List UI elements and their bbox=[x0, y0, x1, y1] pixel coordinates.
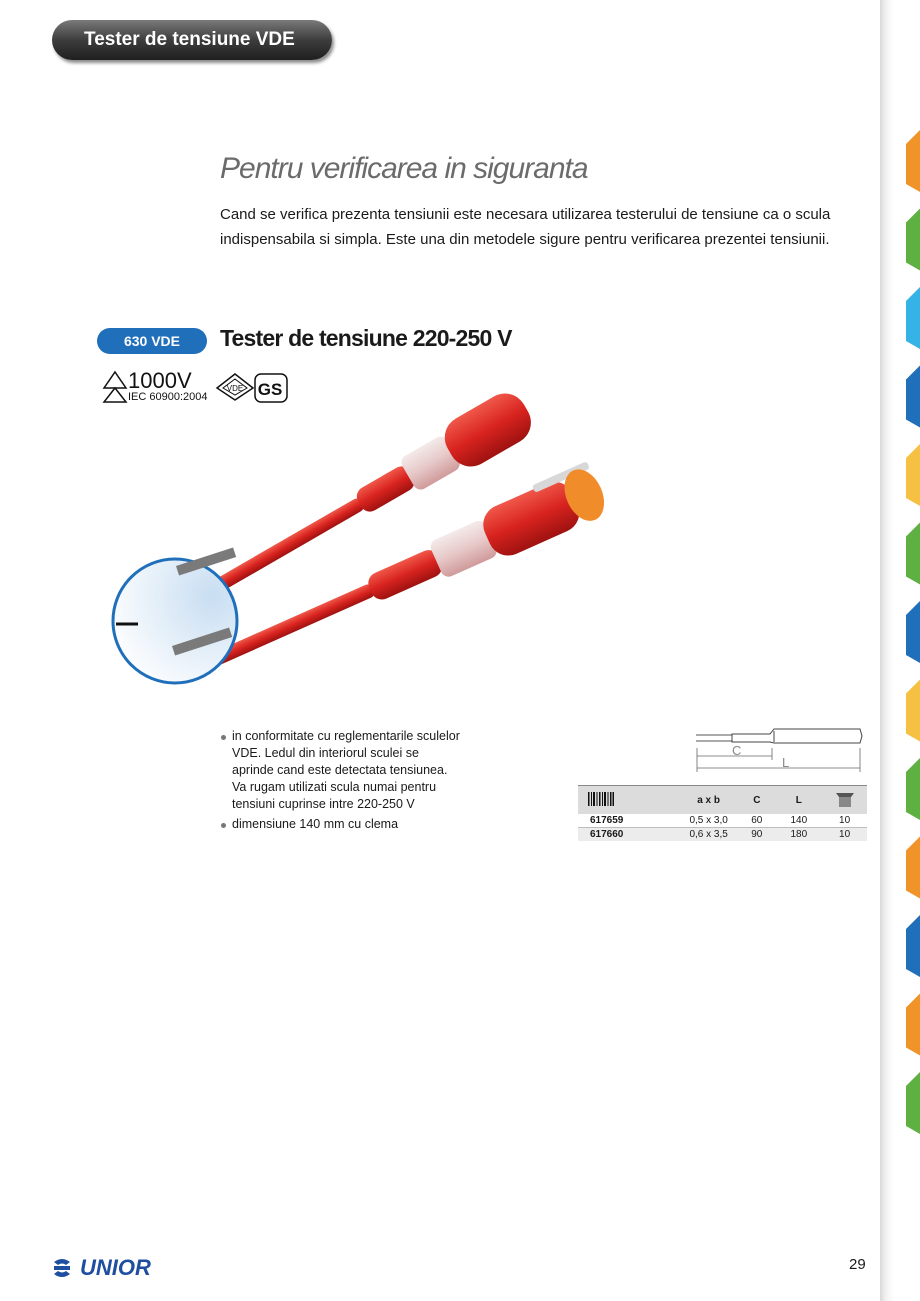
section-header bbox=[52, 20, 332, 60]
barcode-icon bbox=[588, 792, 614, 806]
feature-item: in conformitate cu reglementarile sculelor VDE. Ledul din interiorul sculei se aprinde cand este detectata tensiunea. Va rugam utilizati scula numai pentru tensiuni cuprinse intre 220-250 V bbox=[220, 728, 460, 813]
page-number: 29 bbox=[849, 1256, 866, 1273]
cell-axb: 0,6 x 3,5 bbox=[679, 828, 738, 842]
section-title: Tester de tensiune VDE bbox=[84, 29, 295, 50]
box-icon bbox=[834, 790, 856, 808]
cell-l: 140 bbox=[775, 814, 822, 828]
cell-pack: 10 bbox=[822, 828, 867, 842]
vde-mark-label: VDE bbox=[226, 384, 244, 393]
product-title: Tester de tensiune 220-250 V bbox=[220, 325, 512, 351]
tip-detail-circle bbox=[113, 547, 237, 683]
intro-text: Cand se verifica prezenta tensiunii este necesara utilizarea testerului de tensiune ca o scula indispensabila si simpla. Este una din metodele sigure pentru verificarea prezentei tensiunii. bbox=[220, 206, 831, 248]
cell-c: 60 bbox=[738, 814, 775, 828]
cert-standard: IEC 60900:2004 bbox=[128, 391, 208, 403]
brand-name: UNIOR bbox=[80, 1255, 151, 1280]
unior-logo-icon bbox=[50, 1257, 74, 1279]
product-image bbox=[110, 350, 710, 700]
col-c: C bbox=[738, 786, 775, 815]
brand-logo bbox=[50, 1255, 151, 1281]
product-code: 630 VDE bbox=[123, 333, 181, 349]
table-row bbox=[578, 814, 867, 828]
col-axb: a x b bbox=[679, 786, 738, 815]
feature-item: dimensiune 140 mm cu clema bbox=[220, 816, 460, 833]
dimension-diagram bbox=[692, 722, 867, 774]
cell-c: 90 bbox=[738, 828, 775, 842]
col-l: L bbox=[775, 786, 822, 815]
intro-subtitle: Pentru verificarea in siguranta bbox=[220, 152, 588, 185]
table-header-row bbox=[578, 786, 867, 815]
feature-list bbox=[220, 728, 460, 836]
dim-l-label: L bbox=[782, 755, 790, 770]
cell-l: 180 bbox=[775, 828, 822, 842]
page-edge bbox=[880, 0, 920, 1301]
cell-code: 617659 bbox=[578, 814, 679, 828]
cert-voltage: 1000V bbox=[128, 368, 192, 393]
cell-axb: 0,5 x 3,0 bbox=[679, 814, 738, 828]
gs-mark-label: GS bbox=[257, 380, 283, 399]
cell-pack: 10 bbox=[822, 814, 867, 828]
dim-c-label: C bbox=[732, 743, 742, 758]
table-row bbox=[578, 828, 867, 842]
spec-table bbox=[578, 785, 867, 841]
cell-code: 617660 bbox=[578, 828, 679, 842]
